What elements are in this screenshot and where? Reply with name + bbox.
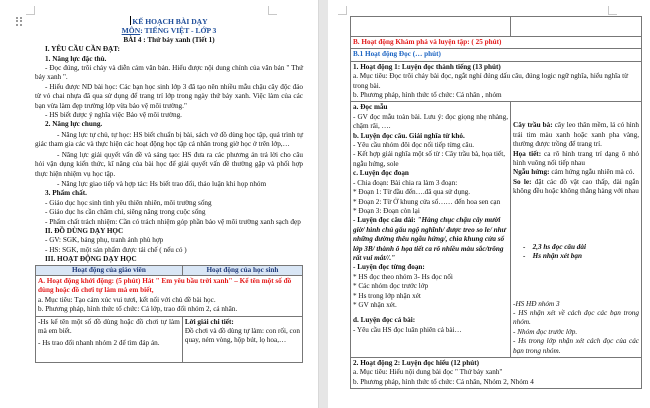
student-text: Đồ chơi và đồ dùng tự làm: con rối, con quay, ném vòng, hộp bút, lọ hoa,… xyxy=(184,327,300,345)
vocab-item xyxy=(513,150,639,169)
long-sentence-text: "Hàng chục chậu cây mười giờ/ hình chú gấu ngộ nghĩnh/ được treo so le/ như những đường thêu ngẫu hứng/, chìa khung cửa sổ lớp 3B/ thành ô họa tiết ca rô nhiều màu sắc/trông rất vui mắt//." xyxy=(353,216,506,262)
vocab-definition: cây leo thân mềm, lá có hình trái tim màu xanh hoặc xanh pha vàng, thường được trồng để trang trí. xyxy=(513,121,639,149)
activity1-goal: a. Mục tiêu: Đọc trôi chảy bài đọc, ngắt nghỉ đúng dấu câu, đúng logic ngữ nghĩa, hiểu nghĩa từ trong bài. xyxy=(353,72,629,90)
section-heading: II. ĐỒ DÙNG DẠY HỌC xyxy=(45,226,124,235)
activity2-cell xyxy=(351,357,642,388)
empty-cell xyxy=(511,17,642,37)
subject-value: : TIẾNG VIỆT - LỚP 3 xyxy=(140,26,217,36)
lesson-activity-table-continued xyxy=(350,16,642,389)
teacher-activity-cell xyxy=(36,316,183,362)
paragraph: - Hiểu được ND bài học: Các bạn học sinh lớp 3 đã tạo nên nhiều mẫu chậu cây độc đáo từ vỏ chai nhựa đã qua sử dụng để trang trí lớp trong ngày thứ bảy xanh. Việc làm của các bạn vừa làm đẹp trường lớp vừa bảo vệ môi trường." xyxy=(35,82,303,110)
step-text: * GV nhận xét. xyxy=(353,300,397,309)
activity-a-cell xyxy=(36,275,303,316)
margin-corner-mark xyxy=(338,6,347,15)
group-text: - Hs trong lớp nhận xét cách đọc của các bạn trong nhóm. xyxy=(513,337,639,355)
step-text: - GV đọc mẫu toàn bài. Lưu ý: đọc giọng nhẹ nhàng, chậm rãi, …. xyxy=(353,112,509,131)
long-sentence-label: - Luyện đọc câu dài: xyxy=(353,216,416,225)
step-heading: c. Luyện đọc đoạn xyxy=(353,169,409,178)
activity1-title: 1. Hoạt động 1: Luyện đọc thành tiếng (13 phút) xyxy=(353,62,501,71)
empty-cell xyxy=(351,17,511,37)
doc-title: KẾ HOẠCH BÀI DẠY xyxy=(132,17,208,26)
step-text: * Đoạn 3: Đoạn còn lại xyxy=(353,206,420,215)
table-move-handle-icon[interactable] xyxy=(16,17,22,26)
paragraph: - Năng lực tự chủ, tự học: HS biết chuẩn bị bài, sách vở đồ dùng học tập, quá trình tự giác tham gia các và thực hiện các hoạt động học tập cá nhân trong giờ học ở trên lớp,… xyxy=(35,130,303,149)
step-text: - Kết hợp giải nghĩa một số từ : Cây trầu bà, họa tiết, ngẫu hứng, sole xyxy=(353,150,506,168)
student-heading: Lời giải chi tiết: xyxy=(184,317,234,326)
step-heading: b. Luyện đọc câu. Giải nghĩa từ khó. xyxy=(353,131,465,140)
step-text: * Các nhóm đọc trước lớp xyxy=(353,282,429,291)
activity2-method: b. Phương pháp, hình thức tổ chức: Cá nhân, Nhóm 2, Nhóm 4 xyxy=(353,377,534,386)
activity1-method: b. Phương pháp, hình thức tổ chức: Cá nhân , nhóm xyxy=(353,91,502,100)
paragraph: - GV: SGK, bảng phụ, tranh ảnh phù hợp xyxy=(45,236,164,245)
step-heading: - Luyện đọc từng đoạn: xyxy=(353,263,425,272)
margin-corner-mark xyxy=(268,6,277,15)
subject-line xyxy=(35,26,303,35)
vocab-term: Cây trầu bà: xyxy=(513,121,553,130)
paragraph: - Năng lực giải quyết vấn đề và sáng tạo: HS đưa ra các phương án trả lời cho câu hỏi vận dụng kiến thức, kĩ năng của bài học để giải quyết vấn đề thường gặp và phối hợp thực hiện nhiệm vụ học tập. xyxy=(35,150,303,178)
activity2-title: 2. Hoạt động 2: Luyện đọc hiểu (12 phút) xyxy=(353,358,480,367)
vocab-definition: ca rô hình trang trí dạng ô nhỏ hình vuông nối tiếp nhau xyxy=(513,149,639,168)
group-text: - HS nhận xét về cách đọc các bạn trong nhóm. xyxy=(513,308,639,327)
lesson-activity-table xyxy=(35,265,303,363)
step-heading: a. Đọc mẫu xyxy=(353,103,388,112)
left-page-content xyxy=(35,16,303,363)
teacher-line: - Hs trao đổi nhanh nhóm 2 để tìm đáp án. xyxy=(38,339,160,348)
vocab-term: So le: xyxy=(513,177,532,186)
vocab-item xyxy=(513,178,639,197)
bullet-text: 2,3 hs đọc câu dài xyxy=(532,242,586,251)
document-page-left xyxy=(0,0,318,408)
subsection-heading: 3. Phẩm chất. xyxy=(45,189,87,198)
paragraph: - Năng lực giao tiếp và hợp tác: Hs biết trao đổi, thảo luận khi họp nhóm xyxy=(57,179,267,188)
student-bullet: - 2,3 hs đọc câu dài xyxy=(523,242,586,251)
step-text: - Yêu cầu HS đọc luân phiên cả bài… xyxy=(353,325,462,334)
activity1-cell xyxy=(351,61,642,102)
step-text: * Đoạn 1: Từ đầu đến….đã qua sử dụng. xyxy=(353,188,471,197)
vocab-term: Họa tiết: xyxy=(513,149,542,158)
vocab-term: Ngẫu hứng: xyxy=(513,168,550,177)
student-activity-cell xyxy=(511,102,642,358)
page-gutter xyxy=(318,0,328,408)
paragraph: - Đọc đúng, trôi chảy và diễn cảm văn bản. Hiểu được nội dung chính của văn bản " Thứ bảy xanh ". xyxy=(35,64,303,82)
subsection-heading: 2. Năng lực chung. xyxy=(45,120,103,129)
bullet-text: Hs nhận xét bạn xyxy=(532,252,582,261)
section-b-title: B. Hoạt động Khám phá và luyện tập: ( 25 phút) xyxy=(351,37,642,49)
student-activity-cell xyxy=(182,316,302,362)
group-text: -HS HĐ nhóm 3 xyxy=(513,299,560,308)
column-header-student: Hoạt động của học sinh xyxy=(182,265,302,275)
step-text: * Đoạn 2: Từ Ở khung cửa sổ…… đến hoa sen cạn xyxy=(353,197,501,206)
paragraph: - Giáo dục học sinh tình yêu thiên nhiên, môi trường sống xyxy=(45,198,212,207)
lesson-title: BÀI 4 : Thứ bảy xanh (Tiết 1) xyxy=(123,35,215,44)
vocab-item xyxy=(513,121,639,149)
teacher-activity-cell xyxy=(351,102,511,358)
teacher-line: -Hs kể tên một số đồ dùng hoặc đồ chơi tự làm mà em biết. xyxy=(38,317,180,335)
document-page-right xyxy=(328,0,650,408)
long-sentence-block xyxy=(353,216,508,263)
subject-label: MÔN xyxy=(121,26,141,36)
margin-corner-mark xyxy=(608,6,617,15)
subsection-heading: 1. Năng lực đặc thù. xyxy=(45,54,107,63)
step-heading: d. Luyện đọc cả bài: xyxy=(353,316,416,325)
step-text: * HS đọc theo nhóm 3- Hs đọc nối xyxy=(353,272,453,281)
student-bullet: - Hs nhận xét bạn xyxy=(523,252,582,261)
activity-a-method: b. Phương pháp, hình thức tổ chức: Cá lớp, trao đổi nhóm 2, cá nhân. xyxy=(38,305,238,314)
column-header-teacher: Hoạt động của giáo viên xyxy=(36,265,183,275)
step-text: * Hs trong lớp nhận xét xyxy=(353,291,421,300)
section-heading: I. YÊU CẦU CẦN ĐẠT: xyxy=(45,45,120,54)
vocab-definition: đặt các đồ vật cao thấp, dài ngắn không đều hoặc không thẳng hàng với nhau xyxy=(513,177,640,196)
paragraph: - HS biết được ý nghĩa việc Bảo vệ môi trường. xyxy=(45,111,182,120)
step-text: - Chia đoạn: Bài chia ra làm 3 đoạn: xyxy=(353,178,458,187)
group-text: - Nhóm đọc trước lớp. xyxy=(513,327,578,336)
section-b1-title: B.1 Hoạt động Đọc (… phút) xyxy=(351,49,642,61)
activity-a-title: A. Hoạt động khởi động: (5 phút) Hát " Em yêu bầu trời xanh" – Kể tên một số đồ dùng hoặc đồ chơi tự làm mà em biết, xyxy=(38,276,292,295)
vocab-definition: cảm hứng ngẫu nhiên mà có. xyxy=(549,168,635,177)
paragraph: - Phẩm chất trách nhiệm: Cần có trách nhiệm góp phần bảo vệ môi trường xanh sạch đẹp xyxy=(45,217,301,226)
activity2-goal: a. Mục tiêu: Hiểu nội dung bài đọc " Thứ bảy xanh" xyxy=(353,368,503,377)
paragraph: - Giáo dục hs cần chăm chỉ, siêng năng trong cuộc sống xyxy=(45,208,206,217)
paragraph: - HS: SGK, một sản phẩm được tái chế ( nếu có ) xyxy=(45,245,187,254)
activity-a-goal: a. Mục tiêu: Tạo cảm xúc vui tươi, kết nối với chủ đề bài học. xyxy=(38,295,216,304)
section-heading: III. HOẠT ĐỘNG DẠY HỌC xyxy=(45,255,137,264)
vocab-item xyxy=(513,168,639,177)
step-text: - Yêu cầu nhóm đôi đọc nối tiếp từng câu. xyxy=(353,141,474,150)
margin-corner-mark xyxy=(26,6,35,15)
